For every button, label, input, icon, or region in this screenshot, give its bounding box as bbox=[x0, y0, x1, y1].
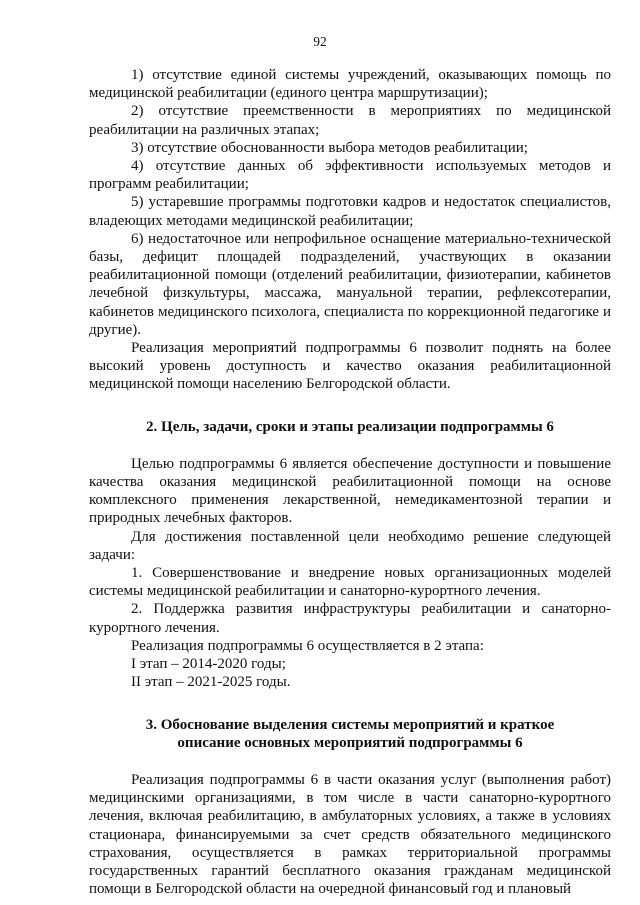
stage-item: II этап – 2021-2025 годы. bbox=[131, 674, 291, 691]
task-item: 2. Поддержка развития инфраструктуры реабилитации и санаторно-курортного лечения. bbox=[89, 601, 611, 636]
list-item: 5) устаревшие программы подготовки кадров и недостаток специалистов, владеющих методами медицинской реабилитации; bbox=[89, 194, 611, 229]
tasks-intro-paragraph: Для достижения поставленной цели необходимо решение следующей задачи: bbox=[89, 528, 611, 563]
list-item: 4) отсутствие данных об эффективности используемых методов и программ реабилитации; bbox=[89, 158, 611, 193]
list-item: 1) отсутствие единой системы учреждений, оказывающих помощь по медицинской реабилитации (единого центра маршрутизации); bbox=[89, 67, 611, 102]
list-item: 6) недостаточное или непрофильное оснащение материально-технической базы, дефицит площадей подразделений, участвующих в оказании реабилитационной помощи (отделений реабилитации, физиотерапии, кабинетов лечебной физкультуры, массажа, мануальной терапии, рефлексотерапии, кабинетов медицинского психолога, специалиста по коррекционной педагогике и другие). bbox=[89, 230, 611, 338]
document-body bbox=[89, 66, 611, 898]
page-number: 92 bbox=[313, 34, 327, 49]
list-item: 2) отсутствие преемственности в мероприятиях по медицинской реабилитации на различных этапах; bbox=[89, 103, 611, 138]
section-3-heading-line-2: описание основных мероприятий подпрограммы 6 bbox=[177, 734, 523, 751]
intro-conclusion-paragraph: Реализация мероприятий подпрограммы 6 позволит поднять на более высокий уровень доступность и качество оказания реабилитационной медицинской помощи населению Белгородской области. bbox=[89, 340, 611, 393]
list-item: 3) отсутствие обоснованности выбора методов реабилитации; bbox=[131, 139, 528, 156]
goal-paragraph: Целью подпрограммы 6 является обеспечение доступности и повышение качества оказания медицинской реабилитационной помощи на основе комплексного применения лекарственной, немедикаментозной терапии и природных лечебных факторов. bbox=[89, 455, 611, 527]
stages-intro-paragraph: Реализация подпрограммы 6 осуществляется в 2 этапа: bbox=[131, 637, 484, 654]
section-3-heading-line-1: 3. Обоснование выделения системы мероприятий и краткое bbox=[145, 716, 555, 733]
section-3-paragraph: Реализация подпрограммы 6 в части оказания услуг (выполнения работ) медицинскими организациями, в том числе в части санаторно-курортного лечения, включая реабилитацию, в амбулаторных условиях, а также в условиях стационара, финансируемыми за счет средств обязательного медицинского страхования, осуществляется в рамках территориальной программы государственных гарантий бесплатного оказания гражданам медицинской помощи в Белгородской области на очередной финансовый год и плановый bbox=[89, 771, 611, 898]
task-item: 1. Совершенствование и внедрение новых организационных моделей системы медицинской реабилитации и санаторно-курортного лечения. bbox=[89, 565, 611, 600]
section-2-heading: 2. Цель, задачи, сроки и этапы реализации подпрограммы 6 bbox=[146, 418, 554, 435]
stage-item: I этап – 2014-2020 годы; bbox=[131, 656, 286, 673]
section-3-heading bbox=[89, 716, 611, 752]
